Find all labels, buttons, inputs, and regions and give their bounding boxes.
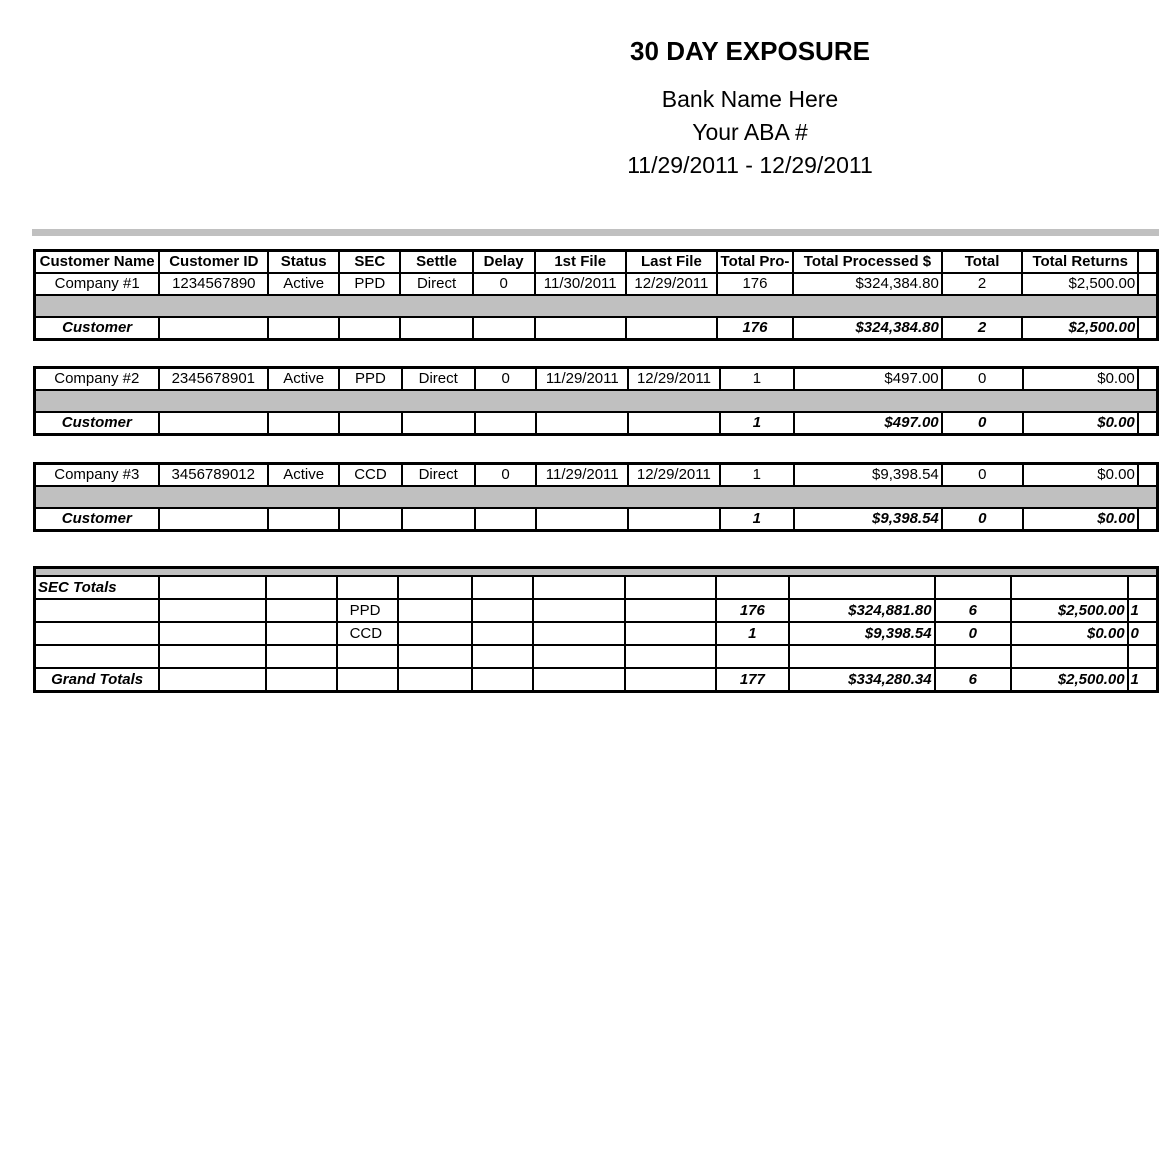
summary-empty (339, 508, 401, 531)
grand-total: 6 (935, 668, 1011, 692)
empty-cell (716, 645, 790, 668)
separator-cell (35, 295, 1158, 317)
summary-empty (1138, 508, 1158, 531)
summary-empty (402, 412, 475, 435)
summary-total: 0 (942, 412, 1023, 435)
totals-table (33, 566, 1159, 693)
summary-empty (1138, 412, 1158, 435)
summary-empty (159, 412, 268, 435)
empty-cell (472, 668, 533, 692)
empty-cell (398, 668, 471, 692)
summary-total-processed: $497.00 (794, 412, 942, 435)
summary-empty (268, 317, 339, 340)
summary-empty (473, 317, 535, 340)
empty-cell (472, 645, 533, 668)
summary-empty (339, 412, 401, 435)
col-customer-id: Customer ID (159, 251, 268, 274)
sec-extra: 0 (1128, 622, 1158, 645)
summary-empty (475, 508, 537, 531)
empty-cell (266, 599, 336, 622)
col-extra (1138, 251, 1157, 274)
summary-total: 0 (942, 508, 1023, 531)
empty-cell (266, 622, 336, 645)
column-header-row (35, 251, 1158, 274)
customer-total-returns: $2,500.00 (1022, 273, 1138, 295)
blank-row (35, 645, 1158, 668)
empty-cell (35, 645, 160, 668)
summary-empty (536, 412, 628, 435)
customer-table-1 (33, 249, 1159, 341)
summary-total-processed: $9,398.54 (794, 508, 942, 531)
sec-totals-label-row (35, 576, 1158, 599)
separator-row (35, 390, 1158, 412)
date-range: 11/29/2011 - 12/29/2011 (627, 152, 873, 178)
empty-cell (533, 668, 625, 692)
empty-cell (398, 622, 471, 645)
totals-top-bar-cell (35, 568, 1158, 577)
customer-delay: 0 (475, 368, 537, 391)
empty-cell (625, 645, 715, 668)
empty-cell (935, 576, 1011, 599)
sec-total-row (35, 622, 1158, 645)
sec-total-pro: 176 (716, 599, 790, 622)
empty-cell (159, 576, 266, 599)
customer-total: 2 (942, 273, 1022, 295)
empty-cell (337, 668, 399, 692)
separator-cell (35, 486, 1158, 508)
sec-extra: 1 (1128, 599, 1158, 622)
sec-total-processed: $9,398.54 (789, 622, 934, 645)
col-first-file: 1st File (535, 251, 626, 274)
summary-empty (535, 317, 626, 340)
customer-name: Company #1 (35, 273, 160, 295)
grand-total-processed: $334,280.34 (789, 668, 934, 692)
customer-row (35, 273, 1158, 295)
sec-totals-label: SEC Totals (35, 576, 160, 599)
customer-total-processed: $324,384.80 (793, 273, 942, 295)
customer-id: 3456789012 (159, 464, 268, 487)
summary-empty (400, 317, 472, 340)
customer-last-file: 12/29/2011 (626, 273, 717, 295)
summary-empty (402, 508, 475, 531)
empty-cell (533, 622, 625, 645)
summary-empty (159, 317, 268, 340)
customer-summary-row (35, 508, 1158, 531)
summary-empty (339, 317, 400, 340)
empty-cell (1011, 576, 1128, 599)
grand-extra: 1 (1128, 668, 1158, 692)
empty-cell (398, 645, 471, 668)
summary-total: 2 (942, 317, 1022, 340)
customer-row (35, 464, 1158, 487)
grand-totals-row (35, 668, 1158, 692)
summary-empty (1138, 317, 1157, 340)
empty-cell (159, 599, 266, 622)
col-status: Status (268, 251, 339, 274)
separator-cell (35, 390, 1158, 412)
col-sec: SEC (339, 251, 400, 274)
separator-row (35, 486, 1158, 508)
empty-cell (35, 622, 160, 645)
summary-empty (268, 412, 339, 435)
empty-cell (533, 645, 625, 668)
empty-cell (935, 645, 1011, 668)
customer-first-file: 11/29/2011 (536, 464, 628, 487)
header-divider (32, 229, 1159, 236)
grand-total-pro: 177 (716, 668, 790, 692)
col-settle: Settle (400, 251, 472, 274)
sec-code: CCD (337, 622, 399, 645)
empty-cell (159, 668, 266, 692)
sec-total: 0 (935, 622, 1011, 645)
summary-total-returns: $0.00 (1023, 508, 1138, 531)
col-total-processed: Total Processed $ (793, 251, 942, 274)
customer-total-processed: $9,398.54 (794, 464, 942, 487)
customer-first-file: 11/30/2011 (535, 273, 626, 295)
empty-cell (716, 576, 790, 599)
summary-label: Customer (35, 412, 159, 435)
summary-empty (536, 508, 628, 531)
report-title: 30 DAY EXPOSURE (630, 36, 870, 66)
grand-total-returns: $2,500.00 (1011, 668, 1128, 692)
customer-last-file: 12/29/2011 (628, 368, 720, 391)
empty-cell (472, 599, 533, 622)
customer-status: Active (268, 273, 339, 295)
customer-delay: 0 (473, 273, 535, 295)
col-total-returns: Total Returns (1022, 251, 1138, 274)
col-customer-name: Customer Name (35, 251, 160, 274)
summary-total-pro: 1 (720, 508, 794, 531)
customer-summary-row (35, 412, 1158, 435)
customer-sec: PPD (339, 368, 401, 391)
summary-total-processed: $324,384.80 (793, 317, 942, 340)
sec-code: PPD (337, 599, 399, 622)
customer-extra (1138, 273, 1157, 295)
empty-cell (398, 599, 471, 622)
empty-cell (533, 599, 625, 622)
summary-total-returns: $2,500.00 (1022, 317, 1138, 340)
totals-top-bar (35, 568, 1158, 577)
summary-label: Customer (35, 508, 159, 531)
customer-extra (1138, 368, 1158, 391)
summary-empty (475, 412, 537, 435)
col-total-pro: Total Pro- (717, 251, 793, 274)
customer-id: 1234567890 (159, 273, 268, 295)
empty-cell (472, 576, 533, 599)
customer-row (35, 368, 1158, 391)
customer-total-processed: $497.00 (794, 368, 942, 391)
customer-settle: Direct (400, 273, 472, 295)
aba-number: Your ABA # (692, 119, 808, 145)
col-last-file: Last File (626, 251, 717, 274)
customer-summary-row (35, 317, 1158, 340)
customer-status: Active (268, 464, 339, 487)
customer-total-returns: $0.00 (1023, 464, 1138, 487)
summary-empty (628, 412, 720, 435)
empty-cell (533, 576, 625, 599)
empty-cell (625, 599, 715, 622)
sec-total-returns: $2,500.00 (1011, 599, 1128, 622)
summary-empty (268, 508, 339, 531)
empty-cell (625, 668, 715, 692)
col-delay: Delay (473, 251, 535, 274)
sec-total-processed: $324,881.80 (789, 599, 934, 622)
customer-name: Company #2 (35, 368, 159, 391)
customer-total-pro: 1 (720, 368, 794, 391)
empty-cell (472, 622, 533, 645)
customer-sec: PPD (339, 273, 400, 295)
col-total: Total (942, 251, 1022, 274)
grand-totals-label: Grand Totals (35, 668, 160, 692)
customer-table-2 (33, 366, 1159, 436)
customer-settle: Direct (402, 368, 475, 391)
customer-sec: CCD (339, 464, 401, 487)
customer-total: 0 (942, 368, 1023, 391)
sec-total-pro: 1 (716, 622, 790, 645)
bank-name: Bank Name Here (661, 86, 839, 112)
empty-cell (789, 645, 934, 668)
separator-row (35, 295, 1158, 317)
empty-cell (266, 576, 336, 599)
empty-cell (337, 645, 399, 668)
customer-id: 2345678901 (159, 368, 268, 391)
empty-cell (266, 668, 336, 692)
empty-cell (1128, 645, 1158, 668)
summary-empty (159, 508, 268, 531)
customer-last-file: 12/29/2011 (628, 464, 720, 487)
customer-status: Active (268, 368, 339, 391)
customer-name: Company #3 (35, 464, 159, 487)
summary-empty (626, 317, 717, 340)
summary-total-pro: 176 (717, 317, 793, 340)
summary-total-pro: 1 (720, 412, 794, 435)
empty-cell (625, 622, 715, 645)
customer-total: 0 (942, 464, 1023, 487)
customer-first-file: 11/29/2011 (536, 368, 628, 391)
customer-extra (1138, 464, 1158, 487)
empty-cell (1128, 576, 1158, 599)
empty-cell (159, 622, 266, 645)
sec-total: 6 (935, 599, 1011, 622)
summary-label: Customer (35, 317, 160, 340)
customer-delay: 0 (475, 464, 537, 487)
summary-total-returns: $0.00 (1023, 412, 1138, 435)
customer-total-returns: $0.00 (1023, 368, 1138, 391)
customer-settle: Direct (402, 464, 475, 487)
sec-total-row (35, 599, 1158, 622)
empty-cell (35, 599, 160, 622)
empty-cell (398, 576, 471, 599)
empty-cell (337, 576, 399, 599)
customer-total-pro: 1 (720, 464, 794, 487)
customer-table-3 (33, 462, 1159, 532)
customer-total-pro: 176 (717, 273, 793, 295)
sec-total-returns: $0.00 (1011, 622, 1128, 645)
empty-cell (159, 645, 266, 668)
empty-cell (625, 576, 715, 599)
empty-cell (266, 645, 336, 668)
empty-cell (1011, 645, 1128, 668)
summary-empty (628, 508, 720, 531)
empty-cell (789, 576, 934, 599)
